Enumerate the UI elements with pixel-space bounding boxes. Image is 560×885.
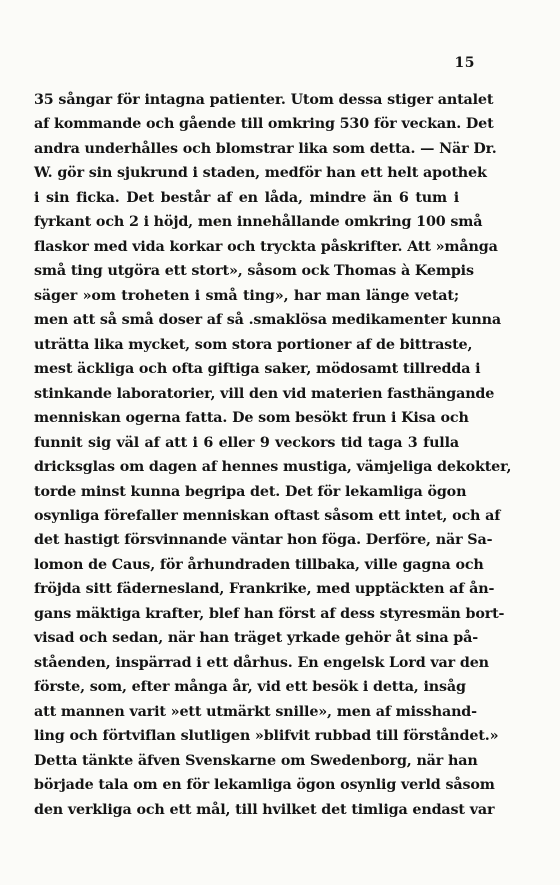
body-text <box>34 88 512 822</box>
text-line: den verkliga och ett mål, till hvilket det timliga endast var <box>34 801 495 818</box>
text-line: i sin ficka. Det består af en låda, mindre än 6 tum i <box>34 189 459 206</box>
text-line: torde minst kunna begripa det. Det för lekamliga ögon <box>34 483 467 500</box>
text-line: uträtta lika mycket, som stora portioner af de bittraste, <box>34 336 473 353</box>
text-line: men att så små doser af så .smaklösa medikamenter kunna <box>34 312 501 329</box>
text-line: säger »om troheten i små ting», har man länge vetat; <box>34 287 459 304</box>
text-line: funnit sig väl af att i 6 eller 9 veckors tid taga 3 fulla <box>34 434 459 451</box>
text-line: ståenden, inspärrad i ett dårhus. En engelsk Lord var den <box>34 654 489 671</box>
text-line: andra underhålles och blomstrar lika som detta. — När Dr. <box>34 140 497 157</box>
text-line: lomon de Caus, för århundraden tillbaka, ville gagna och <box>34 556 484 573</box>
text-line: förste, som, efter många år, vid ett besök i detta, insåg <box>34 679 466 696</box>
text-line: dricksglas om dagen af hennes mustiga, vämjeliga dekokter, <box>34 459 512 476</box>
text-line: W. gör sin sjukrund i staden, medför han ett helt apothek <box>34 165 487 182</box>
text-line: visad och sedan, när han träget yrkade gehör åt sina på- <box>34 630 479 647</box>
text-line: började tala om en för lekamliga ögon osynlig verld såsom <box>34 777 495 794</box>
text-line: osynliga förefaller menniskan oftast såsom ett intet, och af <box>34 507 501 524</box>
text-line: mest äckliga och ofta giftiga saker, mödosamt tillredda i <box>34 361 481 378</box>
text-line: menniskan ogerna fatta. De som besökt frun i Kisa och <box>34 410 469 427</box>
text-line: flaskor med vida korkar och tryckta påskrifter. Att »många <box>34 238 498 255</box>
text-line: Detta tänkte äfven Svenskarne om Swedenborg, när han <box>34 752 478 769</box>
text-line: stinkande laboratorier, vill den vid materien fasthängande <box>34 385 495 402</box>
text-line: fyrkant och 2 i höjd, men innehållande omkring 100 små <box>34 214 483 231</box>
text-line: det hastigt försvinnande väntar hon föga. Derföre, när Sa- <box>34 532 493 549</box>
text-line: 35 sångar för intagna patienter. Utom dessa stiger antalet <box>34 92 494 108</box>
text-line: af kommande och gående till omkring 530 för veckan. Det <box>34 116 494 133</box>
text-line: fröjda sitt fädernesland, Frankrike, med upptäckten af ån- <box>34 581 495 598</box>
text-line: att mannen varit »ett utmärkt snille», men af misshand- <box>34 703 477 720</box>
text-line: gans mäktiga krafter, blef han först af dess styresmän bort- <box>34 605 505 622</box>
text-line: ling och förtviflan slutligen »blifvit rubbad till förståndet.» <box>34 728 499 745</box>
text-line: små ting utgöra ett stort», såsom ock Thomas à Kempis <box>34 263 474 280</box>
page-number: 15 <box>454 55 475 71</box>
